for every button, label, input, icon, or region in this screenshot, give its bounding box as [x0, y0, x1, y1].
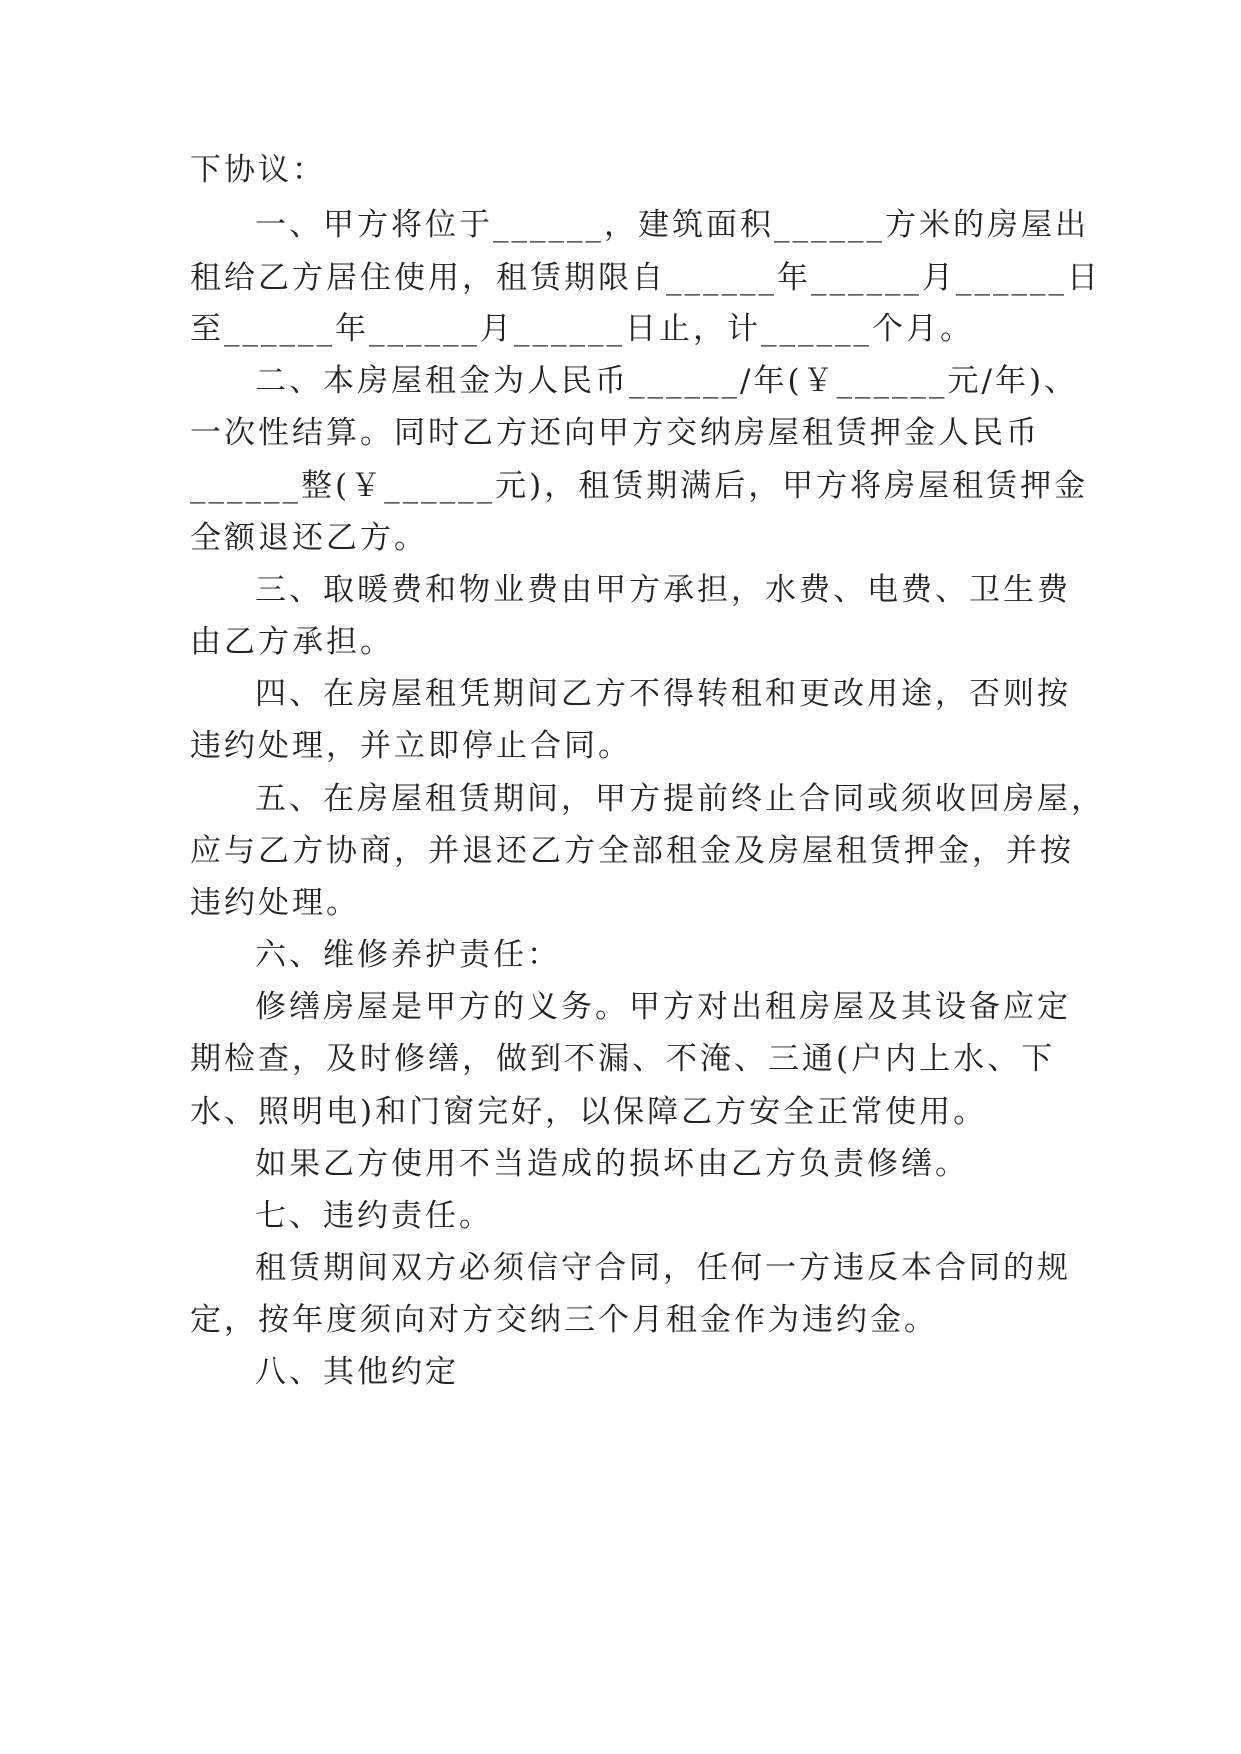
clause-4-line: 四、在房屋租凭期间乙方不得转租和更改用途，否则按 — [255, 676, 1071, 712]
text-line: 一次性结算。同时乙方还向甲方交纳房屋租赁押金人民币 — [190, 415, 1040, 451]
clause-8-heading: 八、其他约定 — [255, 1354, 459, 1390]
paragraph-line: 如果乙方使用不当造成的损坏由乙方负责修缮。 — [255, 1146, 969, 1182]
text-line: 定，按年度须向对方交纳三个月租金作为违约金。 — [190, 1302, 938, 1338]
clause-5-line: 五、在房屋租赁期间，甲方提前终止合同或须收回房屋， — [255, 781, 1105, 817]
text-line: ______整(￥______元)，租赁期满后，甲方将房屋租赁押金 — [190, 468, 1089, 504]
clause-6-heading: 六、维修养护责任： — [255, 937, 561, 973]
text-line: 违约处理，并立即停止合同。 — [190, 728, 632, 764]
text-line: 违约处理。 — [190, 885, 360, 921]
text-line: 下协议： — [190, 152, 326, 188]
clause-3-line: 三、取暖费和物业费由甲方承担，水费、电费、卫生费 — [255, 572, 1071, 608]
text-line: 应与乙方协商，并退还乙方全部租金及房屋租赁押金，并按 — [190, 833, 1074, 869]
text-line: 至______年______月______日止，计______个月。 — [190, 311, 974, 347]
text-line: 由乙方承担。 — [190, 624, 394, 660]
paragraph-line: 租赁期间双方必须信守合同，任何一方违反本合同的规 — [255, 1250, 1071, 1286]
text-line: 全额退还乙方。 — [190, 520, 428, 556]
text-line: 租给乙方居住使用，租赁期限自______年______月______日 — [190, 260, 1101, 296]
text-line: 期检查，及时修缮，做到不漏、不淹、三通(户内上水、下 — [190, 1041, 1056, 1077]
clause-2-line: 二、本房屋租金为人民币______/年(￥______元/年)、 — [255, 363, 1079, 399]
text-line: 水、照明电)和门窗完好，以保障乙方安全正常使用。 — [190, 1094, 988, 1130]
paragraph-line: 修缮房屋是甲方的义务。甲方对出租房屋及其设备应定 — [255, 989, 1071, 1025]
clause-7-heading: 七、违约责任。 — [255, 1198, 493, 1234]
clause-1-line: 一、甲方将位于______，建筑面积______方米的房屋出 — [255, 207, 1089, 243]
